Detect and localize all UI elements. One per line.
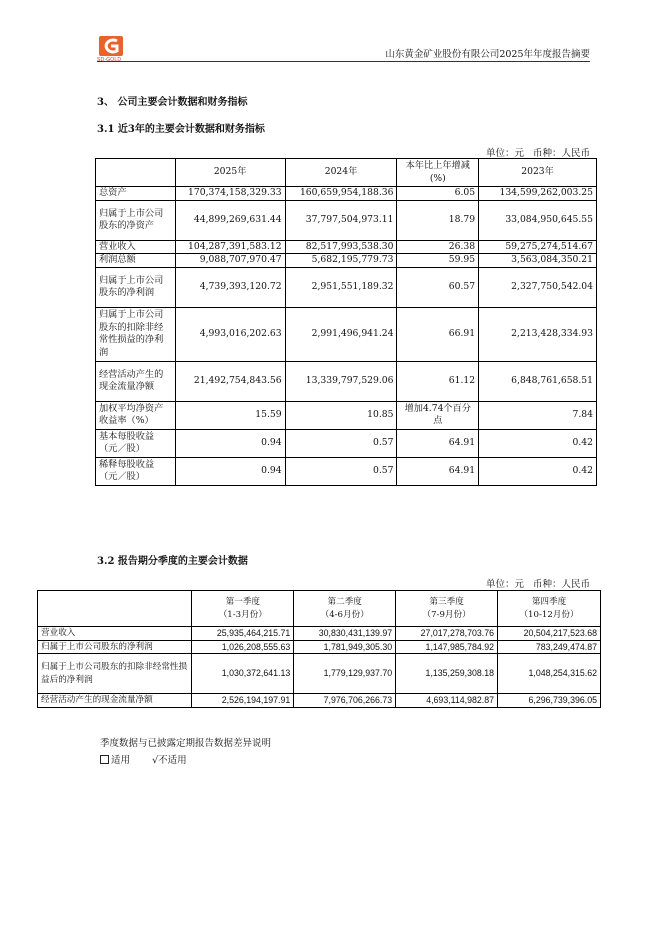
value-change: 6.05 — [397, 187, 479, 201]
value-q4: 20,504,217,523.68 — [498, 627, 601, 641]
report-header-title: 山东黄金矿业股份有限公司2025年年度报告摘要 — [385, 49, 590, 60]
quarterly-diff-note: 季度数据与已披露定期报告数据差异说明 — [100, 738, 272, 749]
header-cell — [96, 159, 176, 187]
quarter-name: 第四季度 — [531, 597, 567, 607]
row-label: 归属于上市公司股东的净利润 — [38, 640, 192, 654]
value-2025: 9,088,707,970.47 — [175, 254, 285, 268]
table-header-row — [38, 591, 601, 627]
row-label: 归属于上市公司股东的净资产 — [96, 200, 176, 240]
table1-unit: 单位：元 币种：人民币 — [485, 148, 590, 159]
value-change: 61.12 — [397, 361, 479, 401]
value-2024: 10.85 — [285, 401, 397, 429]
value-2024: 0.57 — [285, 457, 397, 485]
value-change: 增加4.74个百分点 — [397, 401, 479, 429]
value-2024: 5,682,195,779.73 — [285, 254, 397, 268]
value-2024: 13,339,797,529.06 — [285, 361, 397, 401]
row-label: 经营活动产生的现金流量净额 — [96, 361, 176, 401]
value-q3: 4,693,114,982.87 — [396, 694, 498, 708]
value-q2: 7,976,706,266.73 — [294, 694, 396, 708]
table-row — [96, 240, 597, 254]
table2-unit: 单位：元 币种：人民币 — [485, 579, 590, 590]
header-cell — [498, 591, 601, 627]
value-2025: 0.94 — [175, 429, 285, 457]
section-3-2-heading: 3.2 报告期分季度的主要会计数据 — [97, 556, 248, 567]
header-cell: 2024年 — [285, 159, 397, 187]
table-row — [38, 627, 601, 641]
value-change: 59.95 — [397, 254, 479, 268]
value-q1: 25,935,464,215.71 — [192, 627, 294, 641]
header-cell — [294, 591, 396, 627]
applicable-checkbox[interactable] — [100, 755, 109, 764]
row-label: 稀释每股收益（元／股） — [96, 457, 176, 485]
table-row — [96, 187, 597, 201]
value-change: 18.79 — [397, 200, 479, 240]
not-applicable-label: 不适用 — [158, 755, 187, 766]
value-q4: 6,296,739,396.05 — [498, 694, 601, 708]
value-2025: 104,287,391,583.12 — [175, 240, 285, 254]
quarter-period: （10-12月份） — [519, 609, 579, 620]
logo-text: SD-GOLD — [97, 57, 122, 63]
value-2023: 3,563,084,350.21 — [479, 254, 597, 268]
table-row — [38, 654, 601, 694]
header-cell: 本年比上年增减(%) — [397, 159, 479, 187]
table-header-row — [96, 159, 597, 187]
quarter-name: 第二季度 — [327, 597, 362, 607]
value-2025: 4,739,393,120.72 — [175, 267, 285, 307]
value-q1: 1,026,208,555.63 — [192, 640, 294, 654]
value-2023: 0.42 — [479, 457, 597, 485]
value-q2: 1,781,949,305.30 — [294, 640, 396, 654]
value-2024: 0.57 — [285, 429, 397, 457]
quarterly-table — [37, 590, 601, 708]
value-2025: 0.94 — [175, 457, 285, 485]
value-change: 64.91 — [397, 457, 479, 485]
table-row — [96, 361, 597, 401]
table-row — [38, 640, 601, 654]
header-divider — [97, 61, 590, 62]
value-2023: 59,275,274,514.67 — [479, 240, 597, 254]
value-2025: 15.59 — [175, 401, 285, 429]
value-q1: 2,526,194,197.91 — [192, 694, 294, 708]
value-q3: 27,017,278,703.76 — [396, 627, 498, 641]
value-q4: 1,048,254,315.62 — [498, 654, 601, 694]
section-3-heading: 3、 公司主要会计数据和财务指标 — [97, 97, 248, 108]
row-label: 经营活动产生的现金流量净额 — [38, 694, 192, 708]
value-2023: 2,327,750,542.04 — [479, 267, 597, 307]
table-row — [96, 429, 597, 457]
quarter-name: 第三季度 — [429, 597, 464, 607]
table-row — [96, 200, 597, 240]
quarter-name: 第一季度 — [225, 597, 261, 607]
value-2025: 44,899,269,631.44 — [175, 200, 285, 240]
row-label: 营业收入 — [38, 627, 192, 641]
header-cell: 2025年 — [175, 159, 285, 187]
annual-financial-table — [95, 158, 597, 486]
value-change: 64.91 — [397, 429, 479, 457]
value-change: 26.38 — [397, 240, 479, 254]
check-mark-icon[interactable]: √ — [152, 755, 159, 766]
value-2024: 37,797,504,973.11 — [285, 200, 397, 240]
value-2024: 160,659,954,188.36 — [285, 187, 397, 201]
header-cell: 2023年 — [479, 159, 597, 187]
row-label: 归属于上市公司股东的扣除非经常性损益后的净利润 — [38, 654, 192, 694]
value-q3: 1,135,259,308.18 — [396, 654, 498, 694]
table-row — [96, 457, 597, 485]
value-q4: 783,249,474.87 — [498, 640, 601, 654]
row-label: 加权平均净资产收益率（%） — [96, 401, 176, 429]
value-2024: 2,951,551,189.32 — [285, 267, 397, 307]
value-2025: 4,993,016,202.63 — [175, 307, 285, 361]
table-row — [96, 307, 597, 361]
value-2025: 170,374,158,329.33 — [175, 187, 285, 201]
quarter-period: （4-6月份） — [320, 609, 369, 620]
table-row — [96, 267, 597, 307]
value-2025: 21,492,754,843.56 — [175, 361, 285, 401]
value-2023: 6,848,761,658.51 — [479, 361, 597, 401]
value-change: 66.91 — [397, 307, 479, 361]
header-cell — [396, 591, 498, 627]
row-label: 营业收入 — [96, 240, 176, 254]
value-2023: 0.42 — [479, 429, 597, 457]
applicable-label: 适用 — [111, 755, 131, 766]
value-2024: 2,991,496,941.24 — [285, 307, 397, 361]
applicability-options — [100, 752, 187, 766]
value-2023: 134,599,262,003.25 — [479, 187, 597, 201]
value-q2: 1,779,129,937.70 — [294, 654, 396, 694]
value-change: 60.57 — [397, 267, 479, 307]
table-row — [38, 694, 601, 708]
row-label: 归属于上市公司股东的扣除非经常性损益的净利润 — [96, 307, 176, 361]
table-row — [96, 401, 597, 429]
section-3-1-heading: 3.1 近3年的主要会计数据和财务指标 — [97, 124, 265, 135]
value-2023: 33,084,950,645.55 — [479, 200, 597, 240]
quarter-period: （7-9月份） — [422, 609, 471, 620]
value-2023: 7.84 — [479, 401, 597, 429]
row-label: 利润总额 — [96, 254, 176, 268]
quarter-period: （1-3月份） — [218, 609, 267, 620]
value-q1: 1,030,372,641.13 — [192, 654, 294, 694]
value-2024: 82,517,993,538.30 — [285, 240, 397, 254]
row-label: 总资产 — [96, 187, 176, 201]
header-cell — [192, 591, 294, 627]
header-cell — [38, 591, 192, 627]
value-q3: 1,147,985,784.92 — [396, 640, 498, 654]
value-2023: 2,213,428,334.93 — [479, 307, 597, 361]
row-label: 归属于上市公司股东的净利润 — [96, 267, 176, 307]
value-q2: 30,830,431,139.97 — [294, 627, 396, 641]
table-row — [96, 254, 597, 268]
row-label: 基本每股收益（元／股） — [96, 429, 176, 457]
